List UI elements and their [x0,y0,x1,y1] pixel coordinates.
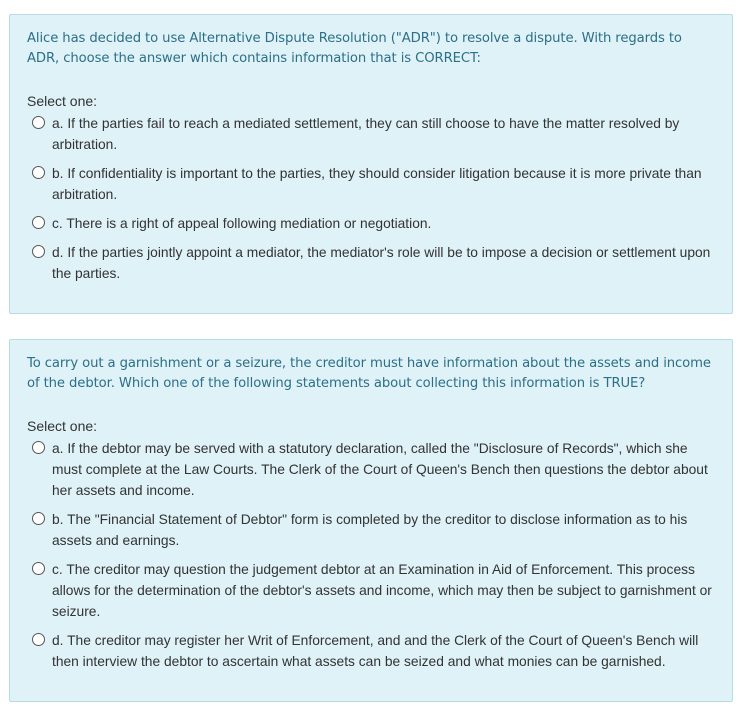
answer-label: a. If the debtor may be served with a statutory declaration, called the "Disclosure of Records", which she must complete at the Law Courts. The Clerk of the Court of Queen's Bench then questions the debtor about her assets and income. [52,441,708,498]
select-one-prompt: Select one: [27,418,98,434]
radio-button-icon[interactable] [32,512,45,525]
question-text: Alice has decided to use Alternative Dispute Resolution ("ADR") to resolve a dispute. With regards to ADR, choose the answer which contains information that is CORRECT: [27,31,682,66]
answer-label: a. If the parties fail to reach a mediated settlement, they can still choose to have the matter resolved by arbitration. [52,116,680,152]
radio-button-icon[interactable] [32,245,45,258]
answer-list [27,438,715,672]
answer-option-b[interactable] [27,163,715,205]
question-card-1 [9,14,733,314]
answer-option-c[interactable] [27,213,715,234]
answer-option-d[interactable] [27,630,715,672]
answer-list [27,113,715,284]
answer-label: d. If the parties jointly appoint a mediator, the mediator's role will be to impose a decision or settlement upon the parties. [52,245,711,281]
radio-button-icon[interactable] [32,166,45,179]
answer-label: c. The creditor may question the judgement debtor at an Examination in Aid of Enforcement. This process allows for the determination of the debtor's assets and income, which may then be subject to garnishment or seizure. [52,562,712,619]
answer-option-b[interactable] [27,509,715,551]
answer-label: b. If confidentiality is important to the parties, they should consider litigation because it is more private than arbitration. [52,166,702,202]
select-one-prompt: Select one: [27,93,98,109]
answer-option-d[interactable] [27,242,715,284]
question-card-2 [9,339,733,702]
answer-option-c[interactable] [27,559,715,622]
answer-label: c. There is a right of appeal following mediation or negotiation. [52,216,432,231]
radio-button-icon[interactable] [32,562,45,575]
answer-label: b. The "Financial Statement of Debtor" form is completed by the creditor to disclose information as to his assets and earnings. [52,512,688,548]
radio-button-icon[interactable] [32,216,45,229]
answer-option-a[interactable] [27,113,715,155]
question-text: To carry out a garnishment or a seizure, the creditor must have information about the assets and income of the debtor. Which one of the following statements about collecting this information is TRUE? [27,356,711,391]
radio-button-icon[interactable] [32,116,45,129]
radio-button-icon[interactable] [32,441,45,454]
answer-option-a[interactable] [27,438,715,501]
radio-button-icon[interactable] [32,633,45,646]
answer-label: d. The creditor may register her Writ of Enforcement, and and the Clerk of the Court of Queen's Bench will then interview the debtor to ascertain what assets can be seized and what monies can be garnished. [52,633,699,669]
